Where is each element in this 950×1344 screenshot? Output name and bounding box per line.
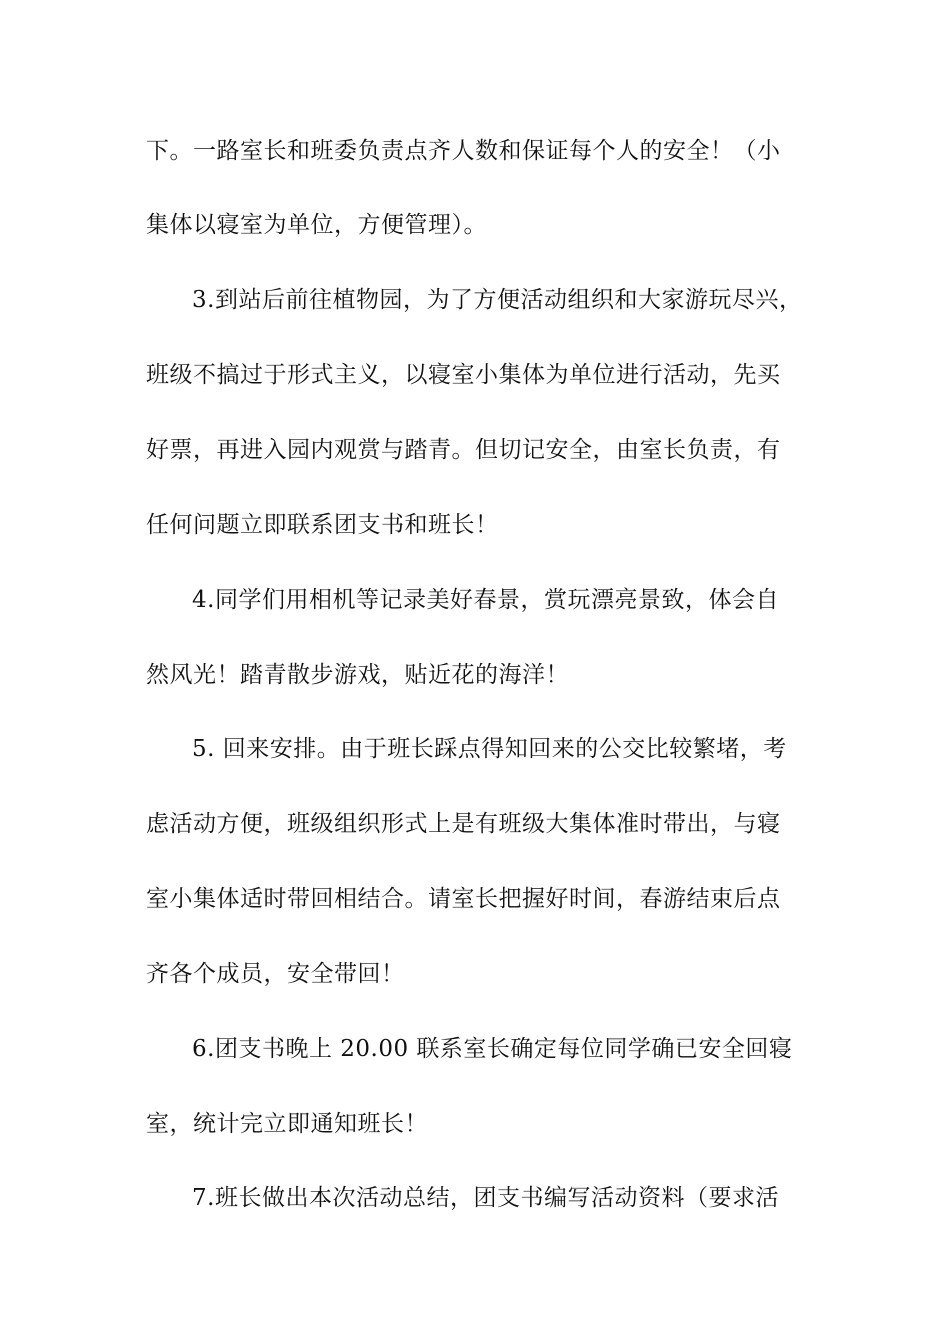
paragraph-line: 虑活动方便，班级组织形式上是有班级大集体准时带出，与寝 — [146, 811, 781, 837]
paragraph-line: 集体以寝室为单位，方便管理）。 — [146, 212, 487, 238]
paragraph-line: 7.班长做出本次活动总结，团支书编写活动资料（要求活 — [192, 1185, 779, 1211]
paragraph-line: 下。一路室长和班委负责点齐人数和保证每个人的安全！（小 — [146, 138, 781, 164]
paragraph-line: 齐各个成员，安全带回！ — [146, 961, 405, 987]
paragraph-line: 好票，再进入园内观赏与踏青。但切记安全，由室长负责，有 — [146, 437, 781, 463]
paragraph-line: 6.团支书晚上 20.00 联系室长确定每位同学确已安全回寝 — [192, 1036, 793, 1062]
paragraph-line: 3.到站后前往植物园，为了方便活动组织和大家游玩尽兴， — [192, 287, 803, 313]
paragraph-line: 4.同学们用相机等记录美好春景，赏玩漂亮景致，体会自 — [192, 587, 779, 613]
paragraph-line: 班级不搞过于形式主义，以寝室小集体为单位进行活动，先买 — [146, 362, 781, 388]
paragraph-line: 室小集体适时带回相结合。请室长把握好时间，春游结束后点 — [146, 886, 781, 912]
paragraph-line: 然风光！踏青散步游戏，贴近花的海洋！ — [146, 662, 569, 688]
paragraph-line: 室，统计完立即通知班长！ — [146, 1111, 428, 1137]
paragraph-line: 任何问题立即联系团支书和班长！ — [146, 512, 499, 538]
paragraph-line: 5. 回来安排。由于班长踩点得知回来的公交比较繁堵，考 — [192, 736, 787, 762]
